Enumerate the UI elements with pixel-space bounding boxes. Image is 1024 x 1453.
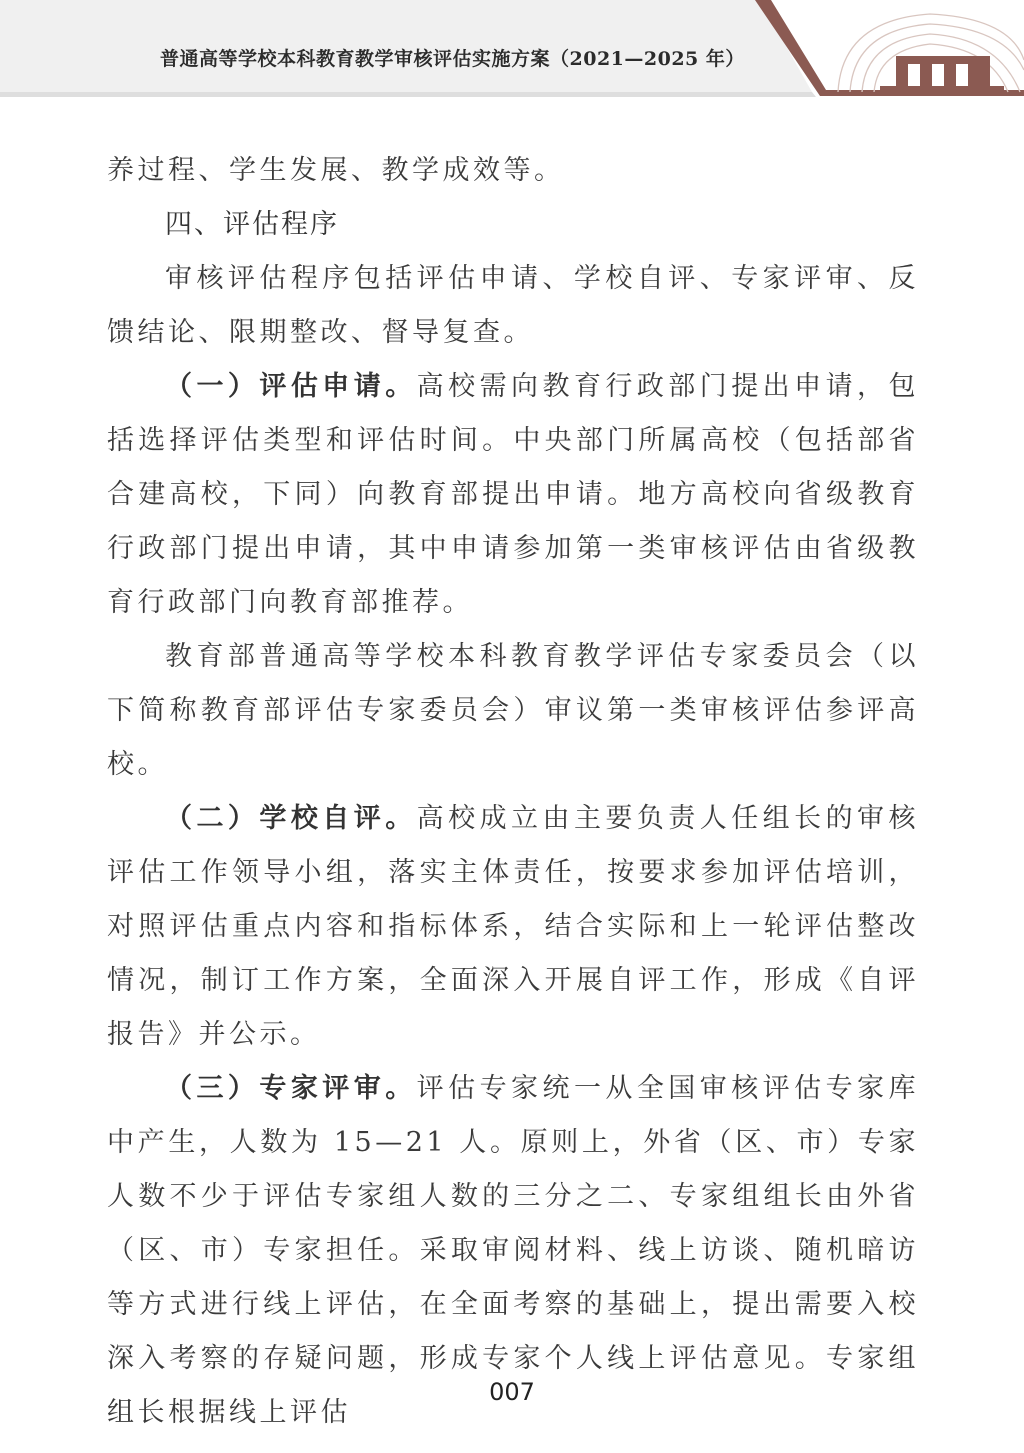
paragraph-text: 评估专家统一从全国审核评估专家库中产生，人数为 15—21 人。原则上，外省（区、市）专家人数不少于评估专家组人数的三分之二、专家组组长由外省（区、市）专家担任。采取审阅材料、线上访谈、随机暗访等方式进行线上评估，在全面考察的基础上，提出需要入校深入考察的存疑问题，形成专家个人线上评估意见。专家组组长根据线上评估 <box>107 1073 920 1428</box>
document-title: 普通高等学校本科教育教学审核评估实施方案（2021—2025 年） <box>160 48 745 70</box>
section-heading: 四、评估程序 <box>165 209 339 240</box>
subheading-evaluation-application: （一）评估申请。 <box>165 371 417 402</box>
paragraph-text: 高校成立由主要负责人任组长的审核评估工作领导小组，落实主体责任，按要求参加评估培训，对照评估重点内容和指标体系，结合实际和上一轮评估整改情况，制订工作方案，全面深入开展自评工作，形成《自评报告》并公示。 <box>107 803 920 1050</box>
document-body <box>107 144 919 1440</box>
paragraph-continuation: 养过程、学生发展、教学成效等。 <box>107 155 565 186</box>
paragraph-procedure-overview: 审核评估程序包括评估申请、学校自评、专家评审、反馈结论、限期整改、督导复查。 <box>107 263 919 348</box>
paragraph-expert-committee: 教育部普通高等学校本科教育教学评估专家委员会（以下简称教育部评估专家委员会）审议第一类审核评估参评高校。 <box>107 641 919 780</box>
subheading-expert-review: （三）专家评审。 <box>165 1073 417 1104</box>
paragraph-self-evaluation <box>107 792 919 1062</box>
paragraph-text: 高校需向教育行政部门提出申请，包括选择评估类型和评估时间。中央部门所属高校（包括部省合建高校，下同）向教育部提出申请。地方高校向省级教育行政部门提出申请，其中申请参加第一类审核评估由省级教育行政部门向教育部推荐。 <box>107 371 920 618</box>
page-header <box>0 0 1024 100</box>
paragraph-evaluation-application <box>107 360 919 630</box>
subheading-self-evaluation: （二）学校自评。 <box>165 803 417 834</box>
building-icon <box>880 56 1004 90</box>
page-number: 007 <box>489 1378 535 1406</box>
